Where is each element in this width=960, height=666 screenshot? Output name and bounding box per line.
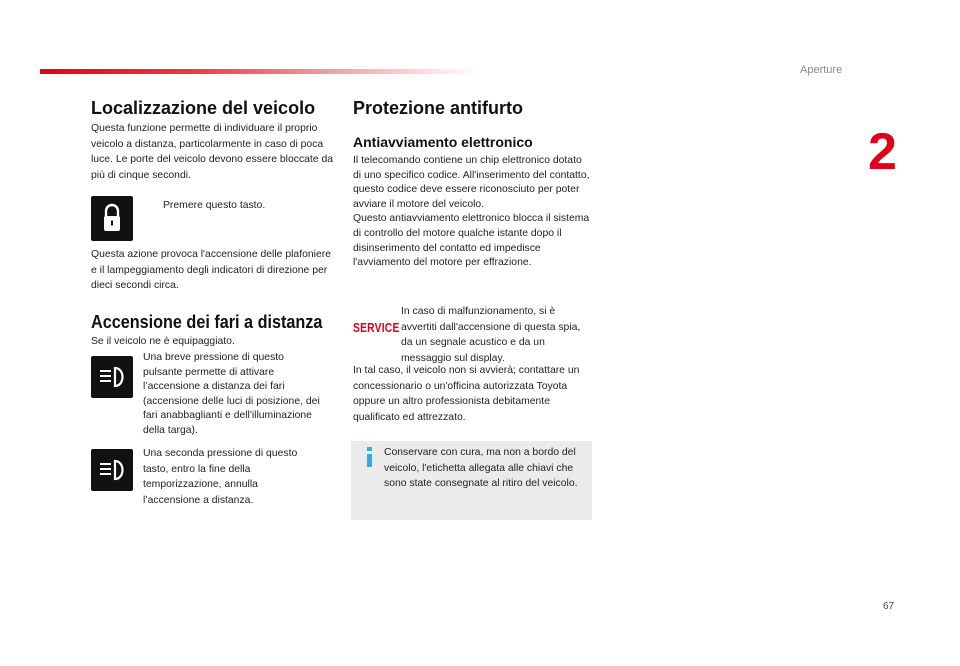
- immobilizer-subheading: Antiavviamento elettronico: [353, 134, 533, 150]
- section-title: Aperture: [800, 64, 843, 76]
- locate-heading: Localizzazione del veicolo: [91, 98, 316, 118]
- immobilizer-paragraph: Il telecomando contiene un chip elettronico dotato di uno specifico codice. All'inserimento del contatto, questo codice deve essere riconosciuto per poter avviare il motore del veicolo. Questo antiavviamento elettronico blocca il sistema di controllo del motore qualche istante dopo il disinserimento del contatto ed impedisce l'avviamento del motore per effrazione.: [353, 155, 590, 269]
- locate-paragraph: Questa funzione permette di individuare il proprio veicolo a distanza, particolarmente in caso di poca luce. Le porte del veicolo devono essere bloccate da più di cinque secondi.: [91, 123, 334, 181]
- lights-heading: Accensione dei fari a distanza: [91, 312, 323, 332]
- service-warning-icon: SERVICE: [353, 321, 400, 335]
- headlight-button-2: [91, 449, 133, 491]
- headlight-icon: [91, 356, 133, 398]
- page-number: 67: [883, 601, 895, 612]
- antitheft-heading: Protezione antifurto: [353, 98, 523, 118]
- headlight-button-1: [91, 356, 133, 398]
- lock-button-icon: [91, 196, 133, 241]
- service-text: In caso di malfunzionamento, si è avvertiti dall'accensione di questa spia, da un segnale acustico e da un messaggio sul display.: [401, 306, 581, 364]
- service-followup: In tal caso, il veicolo non si avvierà; contattare un concessionario o un'officina autorizzata Toyota oppure un altro professionista debitamente qualificato ed attrezzato.: [353, 365, 580, 423]
- header-accent-bar: [40, 69, 480, 74]
- chapter-number: 2: [868, 123, 897, 181]
- press-instruction: Premere questo tasto.: [163, 200, 266, 211]
- lights-step-2: Una seconda pressione di questo tasto, entro la fine della temporizzazione, annulla l’accensione a distanza.: [143, 448, 298, 506]
- lock-icon: [91, 196, 133, 241]
- info-icon: [362, 447, 376, 467]
- result-paragraph: Questa azione provoca l'accensione delle plafoniere e il lampeggiamento degli indicatori di direzione per dieci secondi circa.: [91, 249, 331, 292]
- lights-step-1: Una breve pressione di questo pulsante permette di attivare l’accensione a distanza dei fari (accensione delle luci di posizione, dei fari anabbaglianti e dell'illuminazione della targa).: [143, 352, 320, 436]
- headlight-icon: [91, 449, 133, 491]
- equipment-note: Se il veicolo ne è equipaggiato.: [91, 336, 235, 347]
- info-note: Conservare con cura, ma non a bordo del veicolo, l'etichetta allegata alle chiavi che sono state consegnate al ritiro del veicolo.: [384, 447, 578, 490]
